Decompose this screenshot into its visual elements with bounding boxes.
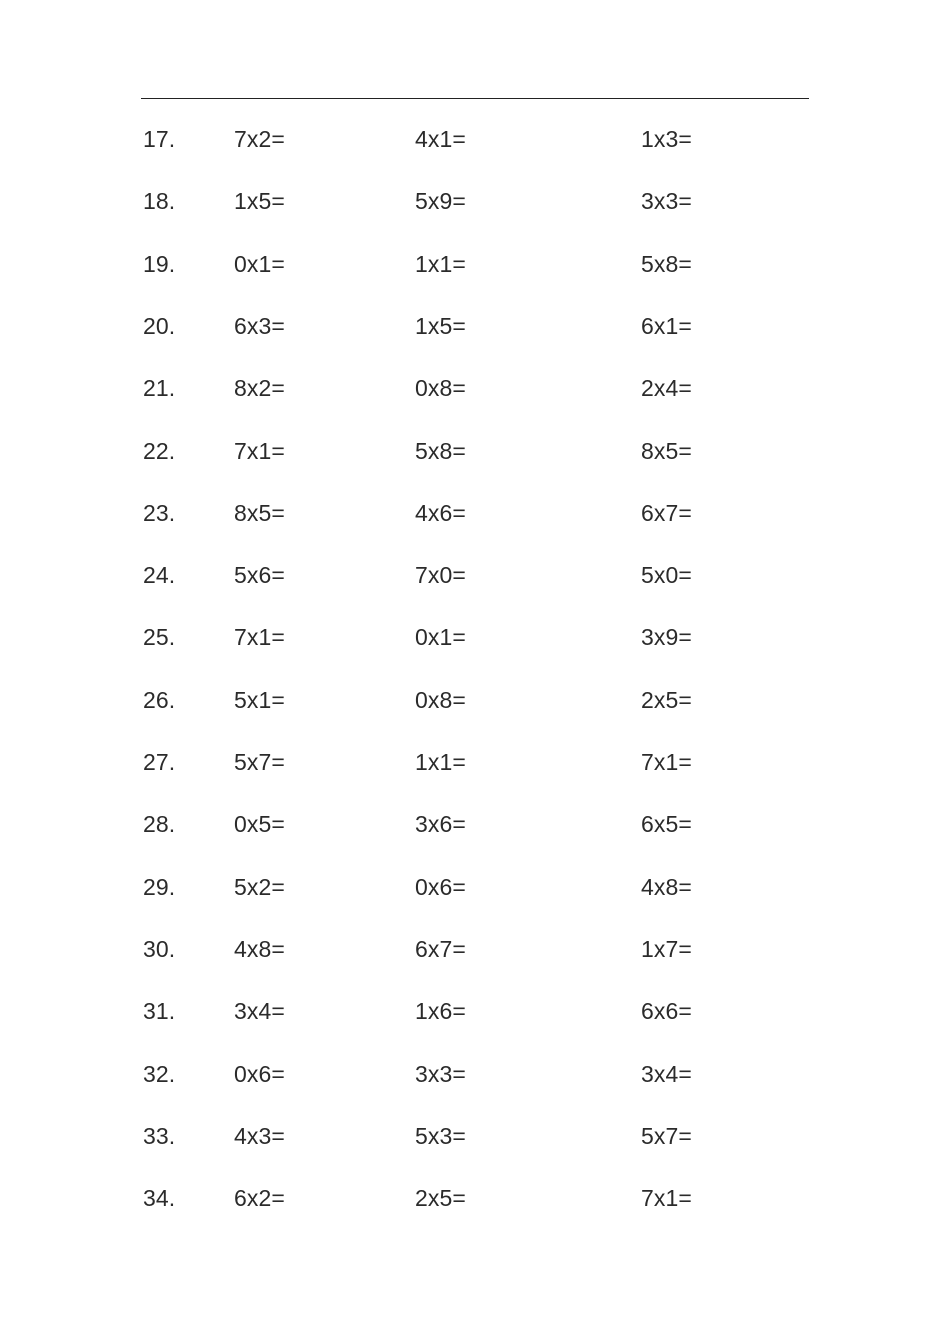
problem-row [0, 244, 950, 284]
multiplication-problem: 8x5= [641, 437, 692, 464]
multiplication-problem: 4x3= [234, 1122, 285, 1149]
problem-number: 24. [143, 562, 176, 589]
multiplication-problem: 1x7= [641, 935, 692, 962]
multiplication-problem: 4x6= [415, 499, 466, 526]
multiplication-problem: 4x8= [234, 935, 285, 962]
problem-row [0, 867, 950, 907]
multiplication-problem: 2x5= [415, 1185, 466, 1212]
multiplication-problem: 0x8= [415, 375, 466, 402]
multiplication-problem: 7x0= [415, 562, 466, 589]
multiplication-problem: 0x1= [415, 624, 466, 651]
multiplication-problem: 8x5= [234, 499, 285, 526]
problem-number: 19. [143, 250, 176, 277]
multiplication-problem: 3x9= [641, 624, 692, 651]
problem-number: 22. [143, 437, 176, 464]
multiplication-problem: 5x2= [234, 873, 285, 900]
multiplication-problem: 3x4= [234, 998, 285, 1025]
multiplication-problem: 3x3= [415, 1060, 466, 1087]
problem-number: 17. [143, 126, 176, 152]
problem-row [0, 368, 950, 408]
problem-row [0, 306, 950, 346]
problem-number: 29. [143, 873, 176, 900]
multiplication-problem: 7x1= [641, 749, 692, 775]
multiplication-problem: 6x3= [234, 312, 285, 339]
problem-row [0, 1178, 950, 1218]
multiplication-problem: 0x6= [234, 1060, 285, 1087]
multiplication-problem: 1x5= [415, 312, 466, 339]
multiplication-problem: 6x2= [234, 1185, 285, 1212]
multiplication-problem: 5x8= [415, 437, 466, 464]
problem-number: 32. [143, 1060, 176, 1087]
problem-row [0, 991, 950, 1031]
multiplication-problem: 2x5= [641, 686, 692, 713]
problem-number: 30. [143, 935, 176, 962]
multiplication-problem: 7x2= [234, 126, 285, 152]
multiplication-problem: 1x3= [641, 126, 692, 152]
problem-number: 28. [143, 811, 176, 838]
problem-number: 33. [143, 1122, 176, 1149]
multiplication-problem: 5x3= [415, 1122, 466, 1149]
multiplication-problem: 2x4= [641, 375, 692, 402]
multiplication-problem: 8x2= [234, 375, 285, 402]
multiplication-problem: 7x1= [234, 437, 285, 464]
multiplication-problem: 7x1= [234, 624, 285, 651]
problem-row [0, 431, 950, 471]
multiplication-problem: 1x5= [234, 188, 285, 215]
multiplication-problem: 4x1= [415, 126, 466, 152]
multiplication-problem: 1x1= [415, 250, 466, 277]
multiplication-problem: 0x5= [234, 811, 285, 838]
multiplication-problem: 4x8= [641, 873, 692, 900]
multiplication-problem: 0x6= [415, 873, 466, 900]
multiplication-problem: 5x1= [234, 686, 285, 713]
problem-number: 31. [143, 998, 176, 1025]
multiplication-problem: 0x1= [234, 250, 285, 277]
multiplication-problem: 3x6= [415, 811, 466, 838]
problem-number: 20. [143, 312, 176, 339]
problem-row [0, 1054, 950, 1094]
problem-row [0, 555, 950, 595]
multiplication-problem: 5x7= [641, 1122, 692, 1149]
multiplication-problem: 1x6= [415, 998, 466, 1025]
multiplication-problem: 6x7= [415, 935, 466, 962]
problem-number: 23. [143, 499, 176, 526]
multiplication-problem: 5x7= [234, 749, 285, 775]
problem-row [0, 1116, 950, 1156]
problem-row [0, 929, 950, 969]
multiplication-problem: 3x3= [641, 188, 692, 215]
multiplication-problem: 5x6= [234, 562, 285, 589]
problem-number: 21. [143, 375, 176, 402]
problem-number: 34. [143, 1185, 176, 1212]
problem-row [0, 493, 950, 533]
multiplication-problem: 5x8= [641, 250, 692, 277]
problem-number: 27. [143, 749, 176, 775]
problem-number: 25. [143, 624, 176, 651]
multiplication-problem: 3x4= [641, 1060, 692, 1087]
multiplication-problem: 6x5= [641, 811, 692, 838]
problem-row [0, 181, 950, 221]
multiplication-problem: 6x7= [641, 499, 692, 526]
problem-number: 26. [143, 686, 176, 713]
multiplication-problem: 6x6= [641, 998, 692, 1025]
multiplication-problem: 6x1= [641, 312, 692, 339]
multiplication-problem: 1x1= [415, 749, 466, 775]
problem-number: 18. [143, 188, 176, 215]
problem-row [0, 119, 950, 159]
multiplication-problem: 5x9= [415, 188, 466, 215]
problem-row [0, 804, 950, 844]
multiplication-problem: 0x8= [415, 686, 466, 713]
multiplication-problem: 7x1= [641, 1185, 692, 1212]
problem-row [0, 680, 950, 720]
multiplication-problem: 5x0= [641, 562, 692, 589]
problem-row [0, 742, 950, 782]
problem-row [0, 617, 950, 657]
